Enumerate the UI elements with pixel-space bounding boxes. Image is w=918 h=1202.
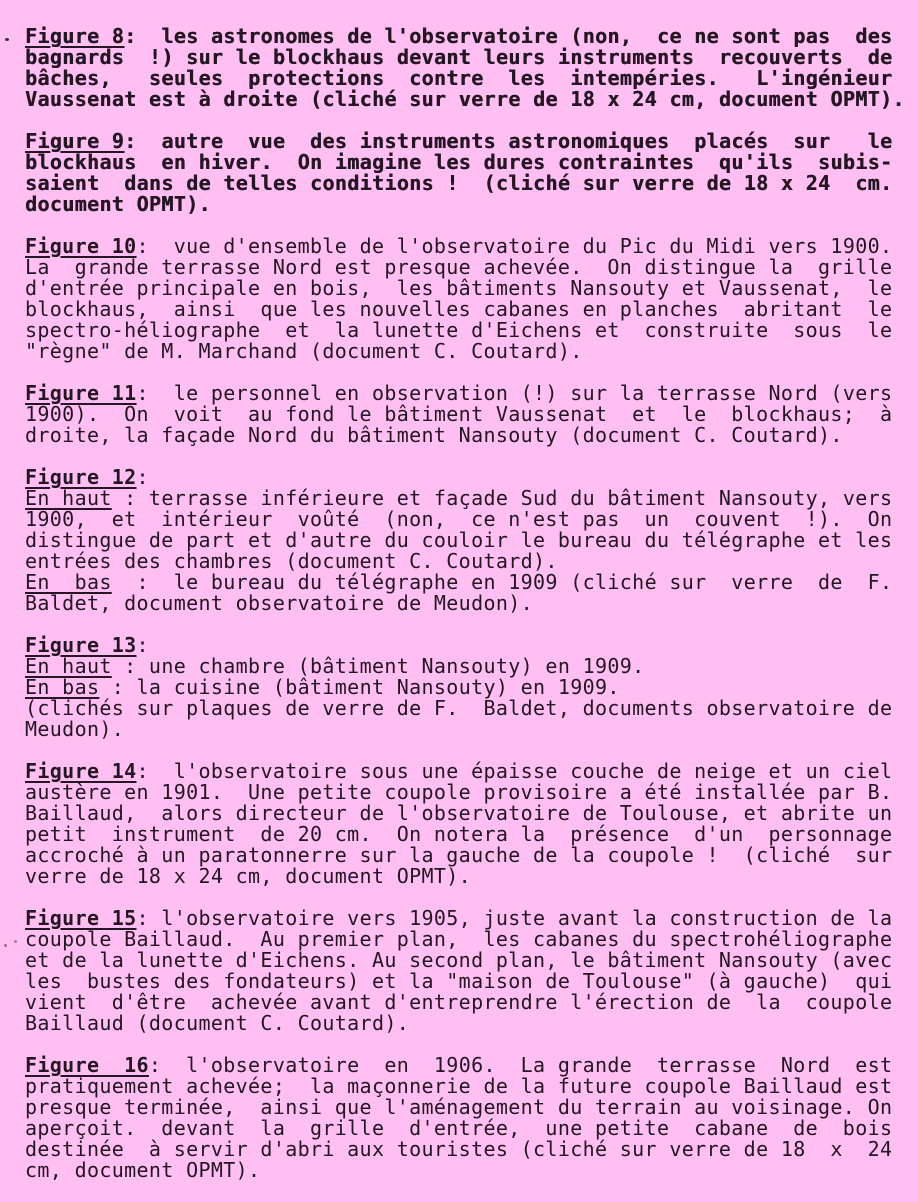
caption-text: accroché à un paratonnerre sur la gauche de la coupole ! (cliché sur [25,843,893,867]
caption-line [25,677,918,698]
caption-figure-14 [25,761,918,887]
caption-line [25,383,918,404]
caption-line [25,257,918,278]
caption-line [25,173,918,194]
figure-label: Figure 10 [25,234,137,258]
caption-text: Vaussenat est à droite (cliché sur verre de 18 x 24 cm, document OPMT). [25,87,905,111]
caption-text: : vue d'ensemble de l'observatoire du Pic du Midi vers 1900. [136,234,893,258]
subcaption-label: En haut [25,654,112,678]
caption-figure-16 [25,1055,918,1181]
caption-text: : le personnel en observation (!) sur la terrasse Nord (vers [136,381,893,405]
caption-text: : la cuisine (bâtiment Nansouty) en 1909. [99,675,620,699]
caption-text: petit instrument de 20 cm. On notera la présence d'un personnage [25,822,893,846]
caption-line [25,908,918,929]
caption-text: spectro-héliographe et la lunette d'Eichens et construite sous le [25,318,893,342]
figure-label: Figure 8 [25,24,125,48]
caption-text: pratiquement achevée; la maçonnerie de la future coupole Baillaud est [25,1074,893,1098]
caption-text: Baillaud, alors directeur de l'observatoire de Toulouse, et abrite un [25,801,893,825]
caption-figure-9 [25,131,918,215]
caption-line [25,1097,918,1118]
caption-line [25,299,918,320]
caption-line [25,656,918,677]
figure-label: Figure 15 [25,906,137,930]
figure-label: Figure 9 [25,129,125,153]
caption-text: et de la lunette d'Eichens. Au second plan, le bâtiment Nansouty (avec [25,948,893,972]
caption-text: d'entrée principale en bois, les bâtiments Nansouty et Vaussenat, le [25,276,893,300]
caption-text: bâches, seules protections contre les intempéries. L'ingénieur [25,66,893,90]
caption-text: 1900). On voit au fond le bâtiment Vaussenat et le blockhaus; à [25,402,893,426]
caption-line [25,992,918,1013]
caption-line [25,572,918,593]
caption-figure-10 [25,236,918,362]
caption-line [25,1055,918,1076]
caption-line [25,824,918,845]
figure-label: Figure 16 [25,1053,149,1077]
caption-text: : l'observatoire en 1906. La grande terrasse Nord est [148,1053,893,1077]
caption-line [25,278,918,299]
caption-line [25,1139,918,1160]
caption-text: presque terminée, ainsi que l'aménagement du terrain au voisinage. On [25,1095,893,1119]
caption-text: document OPMT). [25,192,211,216]
caption-line [25,698,918,719]
figure-label: Figure 13 [25,633,137,657]
caption-figure-12 [25,467,918,614]
caption-line [25,929,918,950]
caption-text: : l'observatoire sous une épaisse couche de neige et un ciel [136,759,893,783]
caption-line [25,47,918,68]
scan-artifact-dot [4,944,7,947]
caption-text: aperçoit. devant la grille d'entrée, une petite cabane de bois [25,1116,893,1140]
caption-text: bagnards !) sur le blockhaus devant leurs instruments recouverts de [25,45,893,69]
caption-line [25,971,918,992]
caption-text: : terrasse inférieure et façade Sud du bâtiment Nansouty, vers [111,486,893,510]
subcaption-label: En bas [25,570,112,594]
caption-line [25,845,918,866]
caption-text: austère en 1901. Une petite coupole provisoire a été installée par B. [25,780,893,804]
caption-line [25,194,918,215]
caption-text: verre de 18 x 24 cm, document OPMT). [25,864,472,888]
caption-line [25,89,918,110]
caption-line [25,404,918,425]
caption-line [25,530,918,551]
caption-text: cm, document OPMT). [25,1158,261,1182]
caption-text: destinée à servir d'abri aux touristes (cliché sur verre de 18 x 24 [25,1137,893,1161]
caption-text: coupole Baillaud. Au premier plan, les cabanes du spectrohéliographe [25,927,893,951]
caption-text: "règne" de M. Marchand (document C. Coutard). [25,339,583,363]
caption-text: La grande terrasse Nord est presque achevée. On distingue la grille [25,255,893,279]
figure-captions-list [25,26,918,1181]
figure-label: Figure 12 [25,465,137,489]
caption-text: : une chambre (bâtiment Nansouty) en 1909. [111,654,645,678]
caption-line [25,152,918,173]
caption-line [25,719,918,740]
caption-line [25,320,918,341]
subcaption-label: En haut [25,486,112,510]
caption-line [25,1160,918,1181]
figure-label: Figure 11 [25,381,137,405]
caption-line [25,131,918,152]
caption-line [25,1013,918,1034]
caption-text: (clichés sur plaques de verre de F. Baldet, documents observatoire de [25,696,893,720]
caption-text: vient d'être achevée avant d'entreprendre l'érection de la coupole [25,990,893,1014]
caption-line [25,635,918,656]
caption-figure-15 [25,908,918,1034]
scan-artifact-dot [14,940,17,943]
caption-text: blockhaus en hiver. On imagine les dures contraintes qu'ils subis- [25,150,893,174]
scan-artifact-dot [5,38,9,41]
caption-line [25,341,918,362]
caption-line [25,1076,918,1097]
caption-text: droite, la façade Nord du bâtiment Nansouty (document C. Coutard). [25,423,843,447]
caption-line [25,866,918,887]
caption-text: : l'observatoire vers 1905, juste avant la construction de la [136,906,893,930]
caption-text: : le bureau du télégraphe en 1909 (cliché sur verre de F. [111,570,893,594]
caption-line [25,488,918,509]
caption-line [25,509,918,530]
caption-text: : les astronomes de l'observatoire (non, ce ne sont pas des [124,24,893,48]
figure-label: Figure 14 [25,759,137,783]
caption-text: : [136,633,149,657]
caption-text: : autre vue des instruments astronomiques placés sur le [124,129,893,153]
caption-figure-8 [25,26,918,110]
caption-text: 1900, et intérieur voûté (non, ce n'est pas un couvent !). On [25,507,893,531]
caption-line [25,467,918,488]
caption-text: Baldet, document observatoire de Meudon). [25,591,534,615]
caption-line [25,68,918,89]
caption-line [25,761,918,782]
caption-text: : [136,465,149,489]
caption-line [25,425,918,446]
subcaption-label: En bas [25,675,100,699]
caption-text: distingue de part et d'autre du couloir le bureau du télégraphe et les [25,528,893,552]
caption-text: blockhaus, ainsi que les nouvelles cabanes en planches abritant le [25,297,893,321]
caption-figure-11 [25,383,918,446]
caption-line [25,26,918,47]
caption-line [25,593,918,614]
caption-text: entrées des chambres (document C. Coutard). [25,549,558,573]
caption-line [25,236,918,257]
caption-line [25,1118,918,1139]
caption-line [25,551,918,572]
caption-line [25,803,918,824]
caption-text: les bustes des fondateurs) et la "maison de Toulouse" (à gauche) qui [25,969,893,993]
caption-text: Meudon). [25,717,125,741]
caption-line [25,782,918,803]
caption-line [25,950,918,971]
caption-figure-13 [25,635,918,740]
caption-text: saient dans de telles conditions ! (cliché sur verre de 18 x 24 cm. [25,171,893,195]
caption-text: Baillaud (document C. Coutard). [25,1011,410,1035]
